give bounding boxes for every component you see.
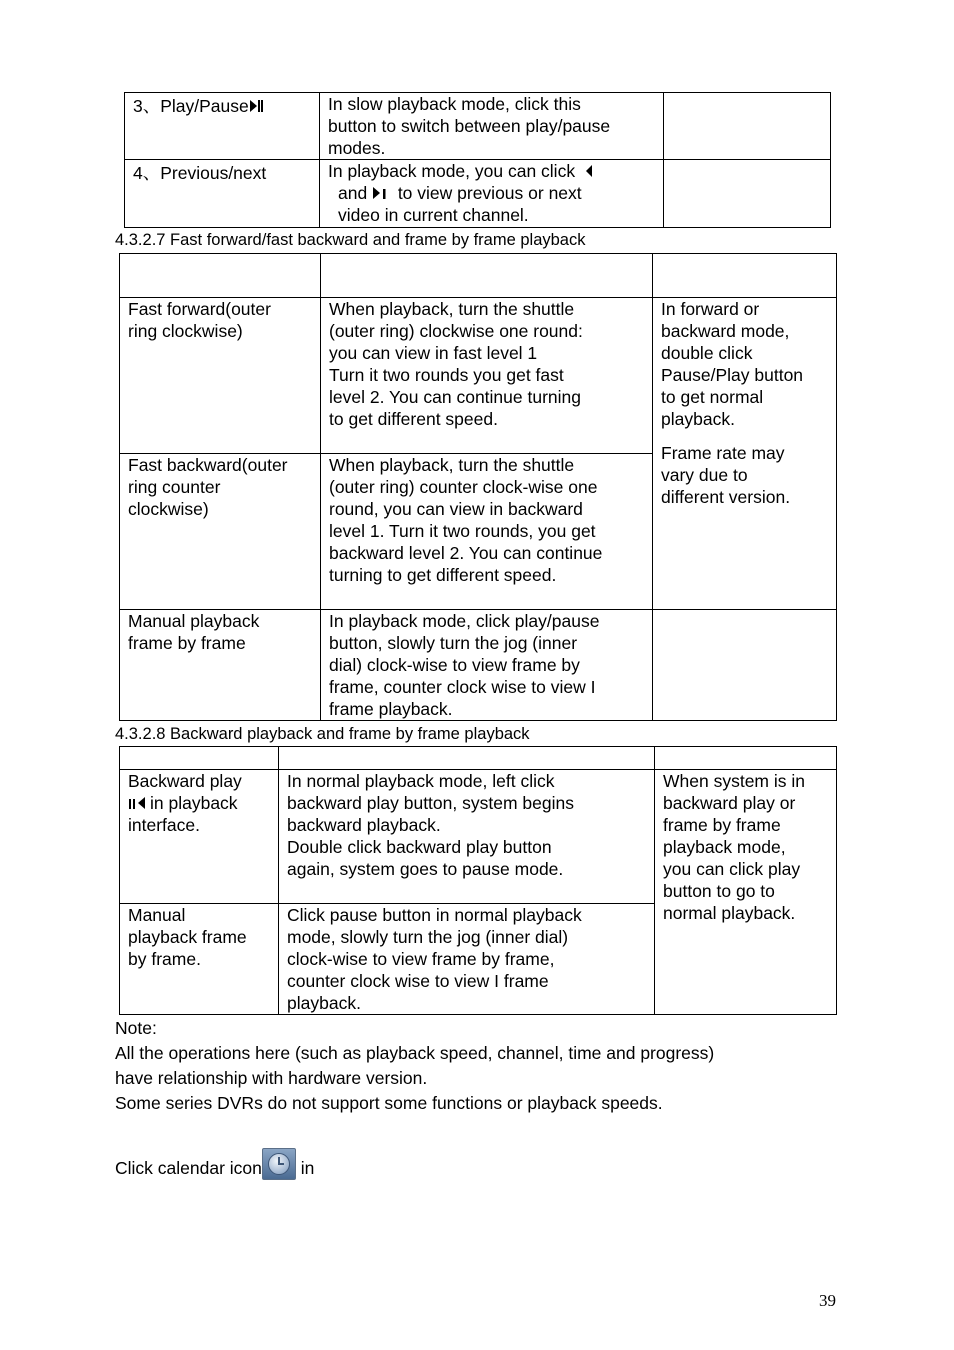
desc-line: Double click backward play button bbox=[287, 837, 552, 857]
note-line: playback mode, bbox=[663, 837, 786, 857]
table-cell bbox=[320, 160, 664, 228]
table-cell bbox=[120, 610, 321, 721]
desc-line: modes. bbox=[328, 138, 386, 158]
table-cell-empty bbox=[279, 747, 655, 770]
calendar-instruction: Click calendar icon in bbox=[115, 1148, 314, 1183]
page-number: 39 bbox=[819, 1291, 836, 1310]
row-label: playback frame bbox=[128, 927, 247, 947]
note-line: Some series DVRs do not support some functions or playback speeds. bbox=[115, 1093, 663, 1113]
table-cell-empty bbox=[653, 254, 837, 298]
previous-icon bbox=[585, 164, 595, 178]
row-label: by frame. bbox=[128, 949, 201, 969]
desc-line: When playback, turn the shuttle bbox=[329, 299, 575, 319]
section-heading: 4.3.2.8 Backward playback and frame by frame playback bbox=[115, 725, 530, 743]
desc-line: button to switch between play/pause bbox=[328, 116, 611, 136]
note-line: double click bbox=[661, 343, 753, 363]
desc-line: (outer ring) counter clock-wise one bbox=[329, 477, 598, 497]
table-cell bbox=[320, 93, 664, 160]
note-line: have relationship with hardware version. bbox=[115, 1068, 428, 1088]
table-cell bbox=[279, 770, 655, 904]
desc-line: Turn it two rounds you get fast bbox=[329, 365, 564, 385]
note-line: backward play or bbox=[663, 793, 796, 813]
desc-line: and to view previous or next bbox=[338, 183, 582, 203]
table-cell-note bbox=[655, 770, 837, 1015]
desc-line: video in current channel. bbox=[338, 205, 529, 225]
desc-line: In normal playback mode, left click bbox=[287, 771, 555, 791]
note-line: backward mode, bbox=[661, 321, 790, 341]
note-line: button to go to bbox=[663, 881, 775, 901]
table-cell bbox=[120, 904, 279, 1015]
desc-line: round, you can view in backward bbox=[329, 499, 583, 519]
desc-line: backward playback. bbox=[287, 815, 441, 835]
row-label: Fast forward(outer bbox=[128, 299, 271, 319]
row-label: frame by frame bbox=[128, 633, 246, 653]
desc-line: button, slowly turn the jog (inner bbox=[329, 633, 578, 653]
table-cell bbox=[125, 160, 320, 228]
table-row bbox=[125, 160, 831, 228]
table-cell bbox=[321, 610, 653, 721]
desc-line: Click pause button in normal playback bbox=[287, 905, 582, 925]
desc-line: to get different speed. bbox=[329, 409, 498, 429]
row-label-play-pause: 3、Play/Pause bbox=[133, 96, 249, 116]
note-line: vary due to bbox=[661, 465, 748, 485]
row-label: ring counter bbox=[128, 477, 221, 497]
desc-line: counter clock wise to view I frame bbox=[287, 971, 549, 991]
backward-play-icon bbox=[128, 796, 150, 810]
table-cell bbox=[125, 93, 320, 160]
table-backward-playback bbox=[119, 746, 837, 1015]
row-label: Manual bbox=[128, 905, 186, 925]
note-line: you can click play bbox=[663, 859, 801, 879]
note-line: Pause/Play button bbox=[661, 365, 804, 385]
row-label: clockwise) bbox=[128, 499, 209, 519]
desc-line: When playback, turn the shuttle bbox=[329, 455, 575, 475]
table-row bbox=[120, 770, 837, 904]
table-cell-note bbox=[653, 298, 837, 610]
note-line: When system is in bbox=[663, 771, 805, 791]
table-header-row bbox=[120, 254, 837, 298]
row-label: ring clockwise) bbox=[128, 321, 243, 341]
table-row bbox=[120, 298, 837, 454]
note-line: different version. bbox=[661, 487, 791, 507]
table-header-row bbox=[120, 747, 837, 770]
table-cell-empty bbox=[321, 254, 653, 298]
desc-line: turning to get different speed. bbox=[329, 565, 557, 585]
table-cell-empty bbox=[655, 747, 837, 770]
desc-line: backward play button, system begins bbox=[287, 793, 574, 813]
table-cell bbox=[279, 904, 655, 1015]
table-row bbox=[120, 610, 837, 721]
next-icon bbox=[372, 186, 388, 200]
note-line: normal playback. bbox=[663, 903, 796, 923]
desc-line: level 1. Turn it two rounds, you get bbox=[329, 521, 596, 541]
note-title: Note: bbox=[115, 1018, 157, 1038]
section-heading: 4.3.2.7 Fast forward/fast backward and frame by frame playback bbox=[115, 231, 586, 249]
row-label: Backward play bbox=[128, 771, 242, 791]
row-label: Fast backward(outer bbox=[128, 455, 288, 475]
desc-line: backward level 2. You can continue bbox=[329, 543, 603, 563]
desc-line: again, system goes to pause mode. bbox=[287, 859, 564, 879]
play-pause-icon bbox=[249, 99, 263, 113]
desc-line: dial) clock-wise to view frame by bbox=[329, 655, 580, 675]
table-cell-empty bbox=[664, 93, 831, 160]
row-label-previous-next: 4、Previous/next bbox=[133, 163, 267, 183]
desc-line: frame, counter clock wise to view I bbox=[329, 677, 596, 697]
note-line: All the operations here (such as playback speed, channel, time and progress) bbox=[115, 1043, 715, 1063]
desc-line: (outer ring) clockwise one round: bbox=[329, 321, 583, 341]
desc-line: you can view in fast level 1 bbox=[329, 343, 538, 363]
calendar-icon[interactable] bbox=[262, 1148, 296, 1180]
table-cell bbox=[120, 454, 321, 610]
table-fast-forward-backward bbox=[119, 253, 837, 721]
note-line: frame by frame bbox=[663, 815, 781, 835]
desc-line: In playback mode, click play/pause bbox=[329, 611, 600, 631]
table-cell-empty bbox=[120, 254, 321, 298]
desc-line: playback. bbox=[287, 993, 361, 1013]
row-label: interface. bbox=[128, 815, 200, 835]
desc-line: frame playback. bbox=[329, 699, 453, 719]
row-label: Manual playback bbox=[128, 611, 260, 631]
note-line: playback. bbox=[661, 409, 735, 429]
table-cell bbox=[120, 770, 279, 904]
desc-line: level 2. You can continue turning bbox=[329, 387, 581, 407]
desc-line: In playback mode, you can click bbox=[328, 160, 663, 182]
note-line: Frame rate may bbox=[661, 443, 785, 463]
note-block bbox=[115, 1016, 875, 1116]
table-cell-empty bbox=[120, 747, 279, 770]
desc-line: In slow playback mode, click this bbox=[328, 94, 581, 114]
row-label: in playback bbox=[128, 792, 278, 814]
table-cell bbox=[321, 298, 653, 454]
desc-line: mode, slowly turn the jog (inner dial) bbox=[287, 927, 569, 947]
table-playback-controls bbox=[124, 92, 831, 228]
table-row bbox=[125, 93, 831, 160]
table-cell-empty bbox=[664, 160, 831, 228]
note-line: to get normal bbox=[661, 387, 764, 407]
note-line: In forward or bbox=[661, 299, 760, 319]
table-cell bbox=[120, 298, 321, 454]
desc-line: clock-wise to view frame by frame, bbox=[287, 949, 555, 969]
table-cell-empty bbox=[653, 610, 837, 721]
table-cell bbox=[321, 454, 653, 610]
